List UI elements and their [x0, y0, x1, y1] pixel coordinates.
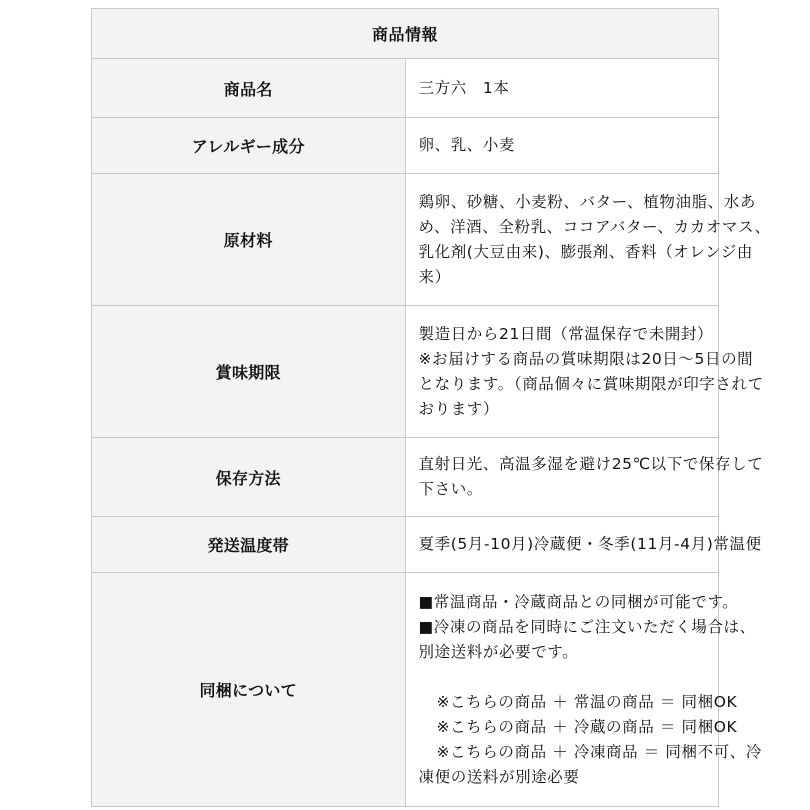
- value-line: 直射日光、高温多湿を避け25℃以下で保存して: [418, 455, 764, 473]
- table-title: 商品情報: [92, 9, 719, 59]
- row-value: [405, 174, 771, 306]
- row-storage: [92, 438, 719, 517]
- value-line: 下さい。: [418, 480, 483, 498]
- value-line: め、洋酒、全粉乳、ココアバター、カカオマス、: [418, 217, 771, 236]
- value-line: 夏季(5月-10月)冷蔵便・冬季(11月-4月)常温便: [418, 535, 762, 553]
- value-line: 来）: [418, 267, 451, 286]
- row-label: 同梱について: [92, 573, 406, 807]
- row-value: [405, 517, 762, 573]
- value-line: ■常温商品・冷蔵商品との同梱が可能です。: [418, 592, 739, 611]
- table-header-row: [92, 9, 719, 59]
- row-label: 商品名: [92, 59, 406, 118]
- value-line: 三方六 1本: [418, 78, 510, 97]
- value-line: となります。（商品個々に賞味期限が印字されて: [418, 374, 764, 393]
- row-bundling: [92, 573, 719, 807]
- row-ingredients: [92, 174, 719, 306]
- value-line: 鶏卵、砂糖、小麦粉、バター、植物油脂、水あ: [418, 192, 756, 211]
- row-value: [405, 306, 764, 438]
- value-line: 卵、乳、小麦: [418, 136, 516, 154]
- combo-line: ※こちらの商品 ＋ 冷凍商品 ＝ 同梱不可、冷: [436, 742, 762, 761]
- row-shipping-temperature: [92, 517, 719, 573]
- value-line: ■冷凍の商品を同時にご注文いただく場合は、: [418, 617, 756, 636]
- row-best-before: [92, 306, 719, 438]
- row-product-name: [92, 59, 719, 118]
- combo-line: ※こちらの商品 ＋ 冷蔵の商品 ＝ 同梱OK: [436, 717, 738, 736]
- row-label: アレルギー成分: [92, 118, 406, 174]
- row-allergens: [92, 118, 719, 174]
- row-label: 賞味期限: [92, 306, 406, 438]
- blank-line: [419, 665, 709, 690]
- value-line: 製造日から21日間（常温保存で未開封）: [418, 324, 714, 343]
- value-line: 凍便の送料が別途必要: [418, 767, 580, 786]
- row-value: [405, 573, 762, 807]
- product-info-table: [91, 8, 771, 807]
- row-label: 発送温度帯: [92, 517, 406, 573]
- value-line: おります）: [418, 399, 500, 418]
- row-label: 保存方法: [92, 438, 406, 517]
- value-line: 別途送料が必要です。: [418, 642, 579, 661]
- combo-line: ※こちらの商品 ＋ 常温の商品 ＝ 同梱OK: [436, 692, 738, 711]
- row-value: [405, 59, 719, 118]
- row-value: [405, 438, 764, 517]
- row-value: [405, 118, 719, 174]
- row-label: 原材料: [92, 174, 406, 306]
- value-line: ※お届けする商品の賞味期限は20日〜5日の間: [418, 349, 754, 368]
- value-line: 乳化剤(大豆由来)、膨張剤、香料（オレンジ由: [418, 242, 754, 261]
